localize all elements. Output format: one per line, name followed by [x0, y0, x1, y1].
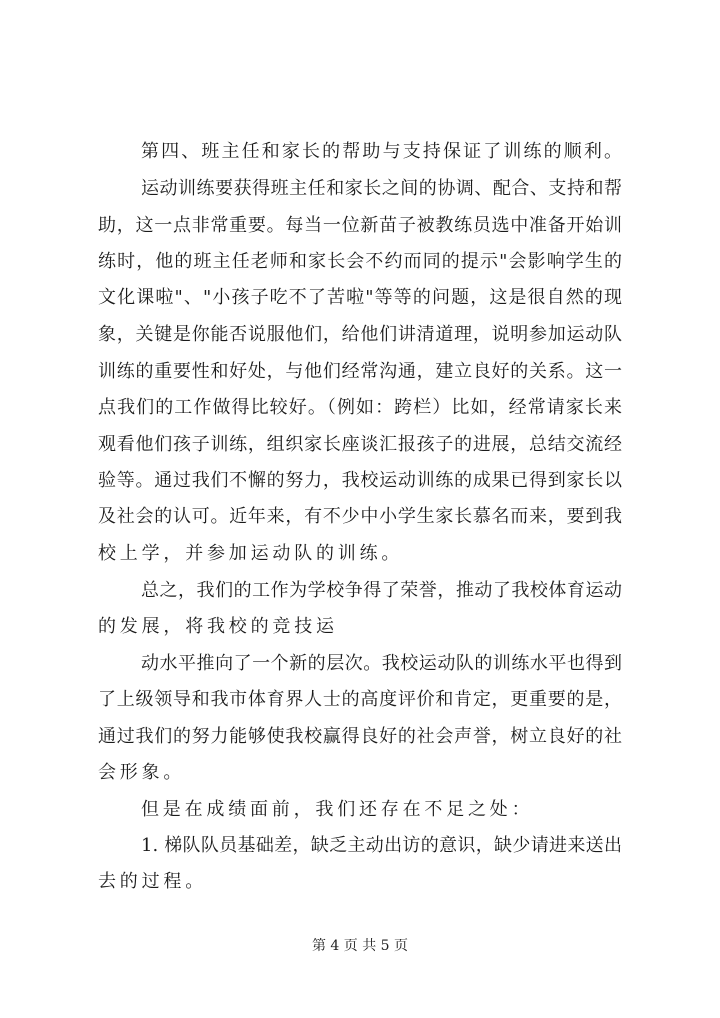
paragraph-line: 的发展，将我校的竞技运: [98, 616, 338, 637]
paragraph-line: 会形象。: [98, 762, 186, 783]
paragraph-line: 文化课啦"、"小孩子吃不了苦啦"等等的问题，这是很自然的现: [98, 287, 622, 308]
paragraph-line: 点我们的工作做得比较好。（例如：跨栏）比如，经常请家长来: [98, 397, 622, 418]
paragraph-line: 练时，他的班主任老师和家长会不约而同的提示"会影响学生的: [98, 251, 622, 272]
paragraph-line: 运动训练要获得班主任和家长之间的协调、配合、支持和帮: [141, 178, 622, 199]
paragraph-line: 总之，我们的工作为学校争得了荣誉，推动了我校体育运动: [141, 580, 622, 601]
list-item-line: 1. 梯队队员基础差，缺乏主动出访的意识，缺少请进来送出: [141, 835, 622, 856]
paragraph-line: 助，这一点非常重要。每当一位新苗子被教练员选中准备开始训: [98, 215, 622, 236]
paragraph-line: 验等。通过我们不懈的努力，我校运动训练的成果已得到家长以: [98, 470, 622, 491]
paragraph-line: 但是在成绩面前，我们还存在不足之处：: [141, 799, 534, 820]
paragraph-line: 及社会的认可。近年来，有不少中小学生家长慕名而来，要到我: [98, 506, 622, 527]
paragraph-line: 象，关键是你能否说服他们，给他们讲清道理，说明参加运动队: [98, 324, 622, 345]
paragraph-line: 通过我们的努力能够使我校赢得良好的社会声誉，树立良好的社: [98, 726, 622, 747]
page-number-footer: 第 4 页 共 5 页: [311, 938, 409, 954]
list-item-line: 去的过程。: [98, 871, 207, 892]
paragraph-line: 校上学，并参加运动队的训练。: [98, 543, 404, 564]
paragraph-line: 观看他们孩子训练，组织家长座谈汇报孩子的进展，总结交流经: [98, 434, 622, 455]
paragraph-line: 了上级领导和我市体育界人士的高度评价和肯定，更重要的是，: [98, 689, 622, 710]
section-heading: 第四、班主任和家长的帮助与支持保证了训练的顺利。: [141, 141, 622, 162]
paragraph-line: 训练的重要性和好处，与他们经常沟通，建立良好的关系。这一: [98, 361, 622, 382]
paragraph-line: 动水平推向了一个新的层次。我校运动队的训练水平也得到: [141, 653, 622, 674]
